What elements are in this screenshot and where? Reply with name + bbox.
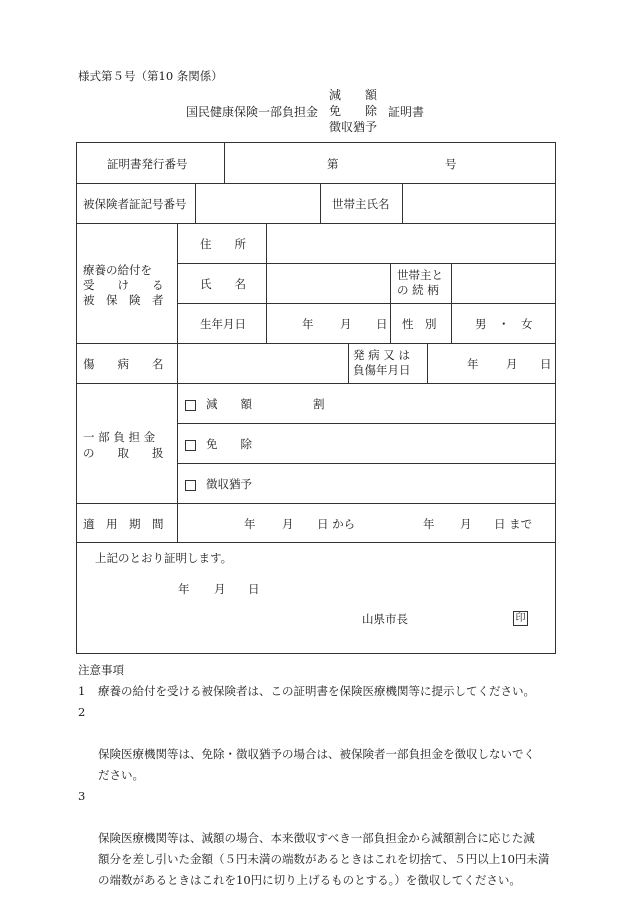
option-reduction[interactable]: 減 額: [185, 396, 252, 412]
recipient-label: 療養の給付を 受 け る 被 保 険 者: [83, 263, 164, 307]
cert-no-dai: 第: [327, 157, 339, 171]
name-label: 氏 名: [200, 277, 246, 291]
period-to-year: 年: [423, 517, 435, 531]
birth-month: 月: [340, 317, 352, 331]
exemption-checkbox[interactable]: [185, 440, 196, 451]
cert-issue-no-label: 証明書発行番号: [107, 157, 188, 171]
period-from-day: 日 から: [317, 517, 356, 531]
note-item: 1 療養の給付を受ける被保険者は、この証明書を保険医療機関等に提示してください。: [78, 684, 535, 698]
relation-label: 世帯主と の 続 柄: [397, 268, 443, 297]
cert-month: 月: [214, 582, 226, 596]
onset-label: 発 病 又 は 負傷年月日: [353, 348, 411, 377]
seal-mark: 印: [513, 611, 528, 626]
cert-no-go: 号: [445, 157, 457, 171]
onset-month: 月: [506, 357, 518, 371]
mayor-name: 山県市長: [362, 612, 408, 626]
period-label: 適 用 期 間: [83, 517, 164, 531]
period-to-day: 日 まで: [494, 517, 533, 531]
onset-day: 日: [540, 357, 552, 371]
handling-label: 一 部 負 担 金 の 取 扱: [83, 430, 164, 460]
insured-card-no-label: 被保険者証記号番号: [83, 197, 187, 211]
onset-year: 年: [467, 357, 479, 371]
note-item: 3 保険医療機関等は、減額の場合、本来徴収すべき一部負担金から減額割合に応じた減 額分を差し引いた金額（５円未満の端数があるときはこれを切捨て、５円以上10円未満 の端数があるときはこれを10円に切り上げるものとする。）を徴収してください。: [78, 789, 550, 887]
period-to-month: 月: [460, 517, 472, 531]
title-option-exemption: 免 除: [329, 104, 378, 118]
birthdate-label: 生年月日: [200, 317, 246, 331]
address-label: 住 所: [200, 237, 246, 251]
period-from-year: 年: [244, 517, 256, 531]
note-item: 2 保険医療機関等は、免除・徴収猶予の場合は、被保険者一部負担金を徴収しないでく ださい。: [78, 705, 535, 782]
notes-title: 注意事項: [78, 663, 124, 677]
sex-options: 男 ・ 女: [475, 317, 533, 331]
certificate-form-table: [76, 142, 556, 654]
title-suffix: 証明書: [388, 105, 425, 119]
deferral-checkbox[interactable]: [185, 480, 196, 491]
cert-year: 年: [178, 582, 190, 596]
reduction-unit: 割: [313, 397, 325, 411]
reduction-checkbox[interactable]: [185, 400, 196, 411]
title-options: [329, 87, 377, 135]
title-option-reduction: 減 額: [329, 88, 378, 102]
option-deferral[interactable]: 徴収猶予: [185, 476, 252, 492]
title-option-deferral: 徴収猶予: [329, 120, 378, 134]
period-from-month: 月: [282, 517, 294, 531]
certify-text: 上記のとおり証明します。: [95, 551, 233, 565]
birth-day: 日: [376, 317, 388, 331]
sex-label: 性 別: [402, 317, 437, 331]
disease-label: 傷 病 名: [83, 357, 164, 371]
birth-year: 年: [302, 317, 314, 331]
option-exemption[interactable]: 免 除: [185, 436, 252, 452]
head-of-household-label: 世帯主氏名: [332, 197, 390, 211]
cert-day: 日: [248, 582, 260, 596]
form-number: 様式第５号（第10 条関係）: [78, 69, 223, 83]
title-prefix: 国民健康保険一部負担金: [186, 105, 319, 119]
notes-section: [78, 660, 558, 891]
